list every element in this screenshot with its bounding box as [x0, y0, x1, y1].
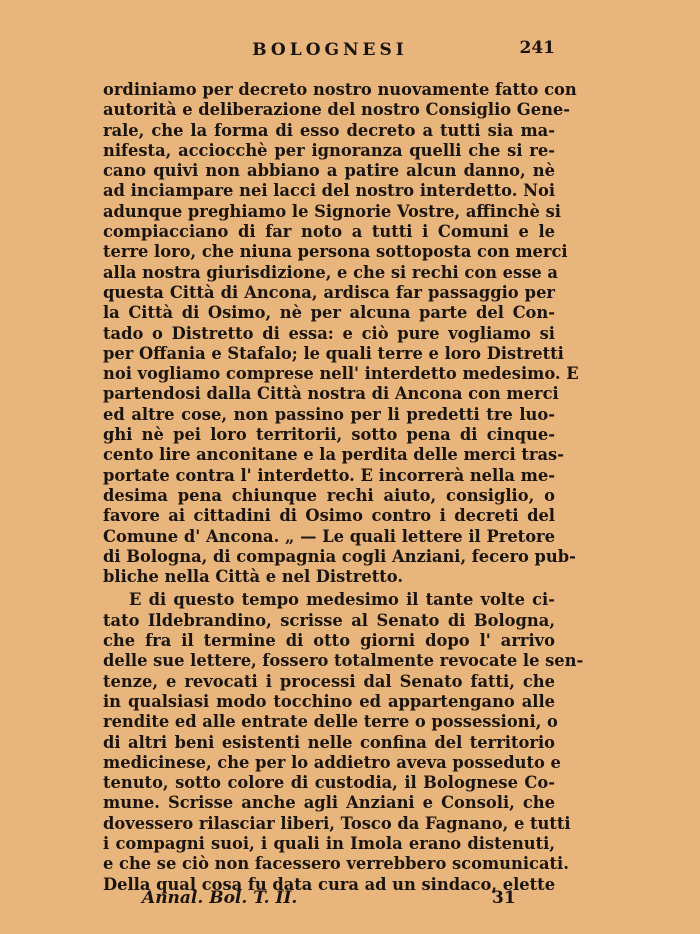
text-line: cento lire anconitane e la perdita delle merci tras-	[103, 445, 564, 465]
paragraph-end-line: bliche nella Città e nel Distretto.	[103, 567, 404, 587]
text-line: favore ai cittadini di Osimo contro i decreti del	[103, 506, 555, 526]
text-line: i compagni suoi, i quali in Imola erano distenuti,	[103, 833, 555, 853]
text-line: portate contra l' interdetto. E incorrerà nella me-	[103, 465, 555, 485]
page-footer	[140, 888, 560, 912]
text-line: rendite ed alle entrate delle terre o possessioni, o	[103, 712, 558, 732]
text-line: di Bologna, di compagnia cogli Anziani, fecero pub-	[103, 546, 576, 566]
text-line: ghi nè pei loro territorii, sotto pena di cinque-	[103, 425, 555, 445]
text-line: tado o Distretto di essa: e ciò pure vogliamo si	[103, 323, 555, 343]
text-line: ed altre cose, non passino per li predetti tre luo-	[103, 404, 555, 424]
text-line: rale, che la forma di esso decreto a tutti sia ma-	[103, 120, 555, 140]
text-line: autorità e deliberazione del nostro Consiglio Gene-	[103, 100, 571, 120]
text-line: alla nostra giurisdizione, e che si rechi con esse a	[103, 262, 558, 282]
running-head	[105, 36, 555, 66]
text-line: in qualsiasi modo tocchino ed appartengano alle	[103, 691, 555, 711]
text-line: ordiniamo per decreto nostro nuovamente fatto con	[103, 80, 577, 99]
text-line: cano quivi non abbiano a patire alcun danno, nè	[103, 161, 555, 181]
text-line: e che se ciò non facessero verrebbero scomunicati.	[103, 854, 569, 874]
text-line: delle sue lettere, fossero totalmente revocate le sen-	[103, 651, 584, 671]
body-text	[103, 80, 584, 895]
text-line: nifesta, acciocchè per ignoranza quelli che si re-	[103, 140, 555, 160]
text-line: Comune d' Ancona. „ — Le quali lettere il Pretore	[103, 526, 555, 546]
text-line: tato Ildebrandino, scrisse al Senato di Bologna,	[103, 610, 555, 630]
text-line: Della qual cosa fu data cura ad un sindaco, elette	[103, 874, 556, 894]
text-line: mune. Scrisse anche agli Anziani e Consoli, che	[103, 793, 555, 813]
paragraph-start-line: E di questo tempo medesimo il tante volte ci-	[129, 590, 555, 610]
text-line: compiacciano di far noto a tutti i Comuni e le	[103, 222, 555, 242]
text-line: che fra il termine di otto giorni dopo l' arrivo	[103, 631, 555, 651]
running-title: BOLOGNESI	[252, 40, 408, 60]
text-line: questa Città di Ancona, ardisca far passaggio per	[103, 282, 555, 302]
text-line: ad inciampare nei lacci del nostro interdetto. Noi	[103, 181, 555, 201]
text-line: la Città di Osimo, nè per alcuna parte del Con-	[103, 303, 555, 323]
signature-mark: Annal. Bol. T. II.	[142, 888, 298, 908]
text-line: di altri beni esistenti nelle confina del territorio	[103, 732, 555, 752]
text-line: desima pena chiunque rechi aiuto, consiglio, o	[103, 485, 555, 505]
page-number: 241	[519, 38, 555, 58]
text-line: partendosi dalla Città nostra di Ancona con merci	[103, 384, 559, 404]
text-line: per Offania e Stafalo; le quali terre e loro Distretti	[103, 343, 564, 363]
text-line: terre loro, che niuna persona sottoposta con merci	[103, 242, 568, 262]
text-line: adunque preghiamo le Signorie Vostre, affinchè si	[103, 201, 561, 221]
text-line: noi vogliamo comprese nell' interdetto medesimo. E	[103, 364, 579, 384]
sheet-number: 31	[492, 888, 516, 908]
text-line: tenze, e revocati i processi dal Senato fatti, che	[103, 671, 555, 691]
text-line: medicinese, che per lo addietro aveva posseduto e	[103, 752, 561, 772]
text-line: dovessero rilasciar liberi, Tosco da Fagnano, e tutti	[103, 813, 571, 833]
text-line: tenuto, sotto colore di custodia, il Bolognese Co-	[103, 773, 555, 793]
